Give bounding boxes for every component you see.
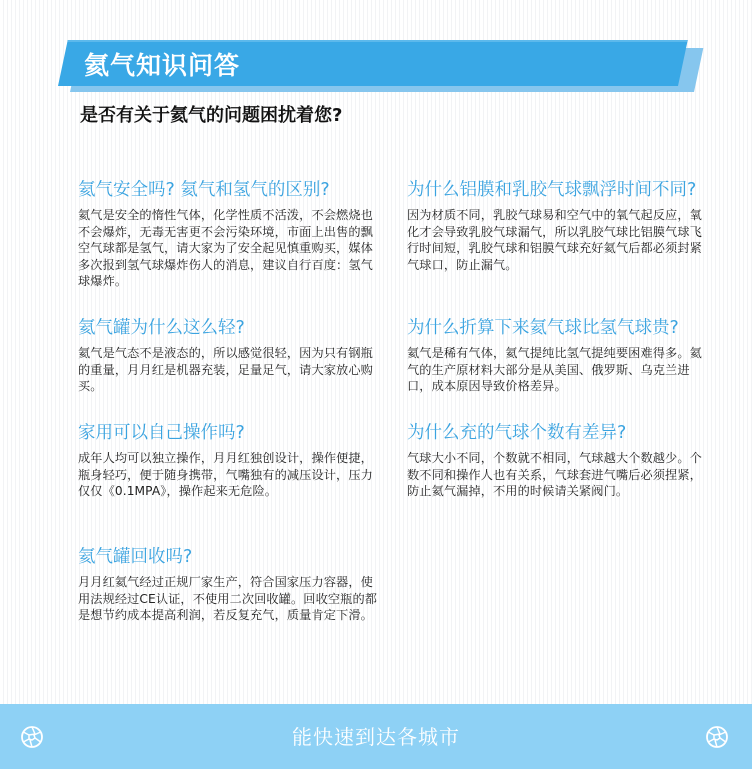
faq-answer: 气球大小不同，个数就不相同，气球越大个数越少。个数不同和操作人也有关系，气球套进气嘴后必须捏紧，防止氦气漏掉，不用的时候请关紧阀门。: [407, 451, 702, 498]
faq-item: [407, 421, 707, 500]
faq-question: 氦气罐回收吗?: [78, 547, 193, 567]
faq-question: 家用可以自己操作吗?: [78, 423, 245, 443]
faq-question: 氦气安全吗? 氦气和氢气的区别?: [78, 180, 330, 200]
faq-question: 为什么折算下来氦气球比氢气球贵?: [407, 318, 679, 338]
faq-item: [78, 178, 378, 290]
faq-answer: 氦气是安全的惰性气体，化学性质不活泼，不会燃烧也不会爆炸，无毒无害更不会污染环境，市面上出售的飘空气球都是氢气，请大家为了安全起见慎重购买，媒体多次报到氢气球爆炸伤人的消息，建议自行百度：氢气球爆炸。: [78, 208, 373, 288]
faq-answer: 氦气是稀有气体，氦气提纯比氢气提纯要困难得多。氦气的生产原材料大部分是从美国、俄罗斯、乌克兰进口，成本原因导致价格差异。: [407, 346, 702, 393]
footer-bar: [0, 704, 752, 769]
faq-answer: 氦气是气态不是液态的，所以感觉很轻，因为只有钢瓶的重量，月月红是机器充装，足量足气，请大家放心购买。: [78, 346, 373, 393]
footer-text: 能快速到达各城市: [292, 725, 460, 749]
faq-question: 氦气罐为什么这么轻?: [78, 318, 245, 338]
faq-item: [407, 316, 707, 395]
faq-answer: 月月红氦气经过正规厂家生产，符合国家压力容器，使用法规经过CE认证，不使用二次回收罐。回收空瓶的都是想节约成本提高利润，若反复充气，质量肯定下滑。: [78, 575, 378, 622]
shutter-icon: [705, 725, 729, 749]
faq-question: 为什么铝膜和乳胶气球飘浮时间不同?: [407, 180, 697, 200]
page-subtitle: 是否有关于氦气的问题困扰着您?: [80, 105, 343, 126]
faq-item: [78, 545, 378, 624]
faq-answer: 成年人均可以独立操作，月月红独创设计，操作便捷，瓶身轻巧，便于随身携带，气嘴独有的减压设计，压力仅仅《0.1MPA》，操作起来无危险。: [78, 451, 373, 498]
faq-item: [78, 421, 378, 500]
faq-item: [407, 178, 707, 273]
faq-question: 为什么充的气球个数有差异?: [407, 423, 627, 443]
faq-answer: 因为材质不同，乳胶气球易和空气中的氧气起反应，氧化才会导致乳胶气球漏气，所以乳胶气球比铝膜气球飞行时间短，乳胶气球和铝膜气球充好氦气后都必须封紧气球口，防止漏气。: [407, 208, 702, 272]
page-title: 氦气知识问答: [84, 51, 241, 80]
faq-item: [78, 316, 378, 395]
